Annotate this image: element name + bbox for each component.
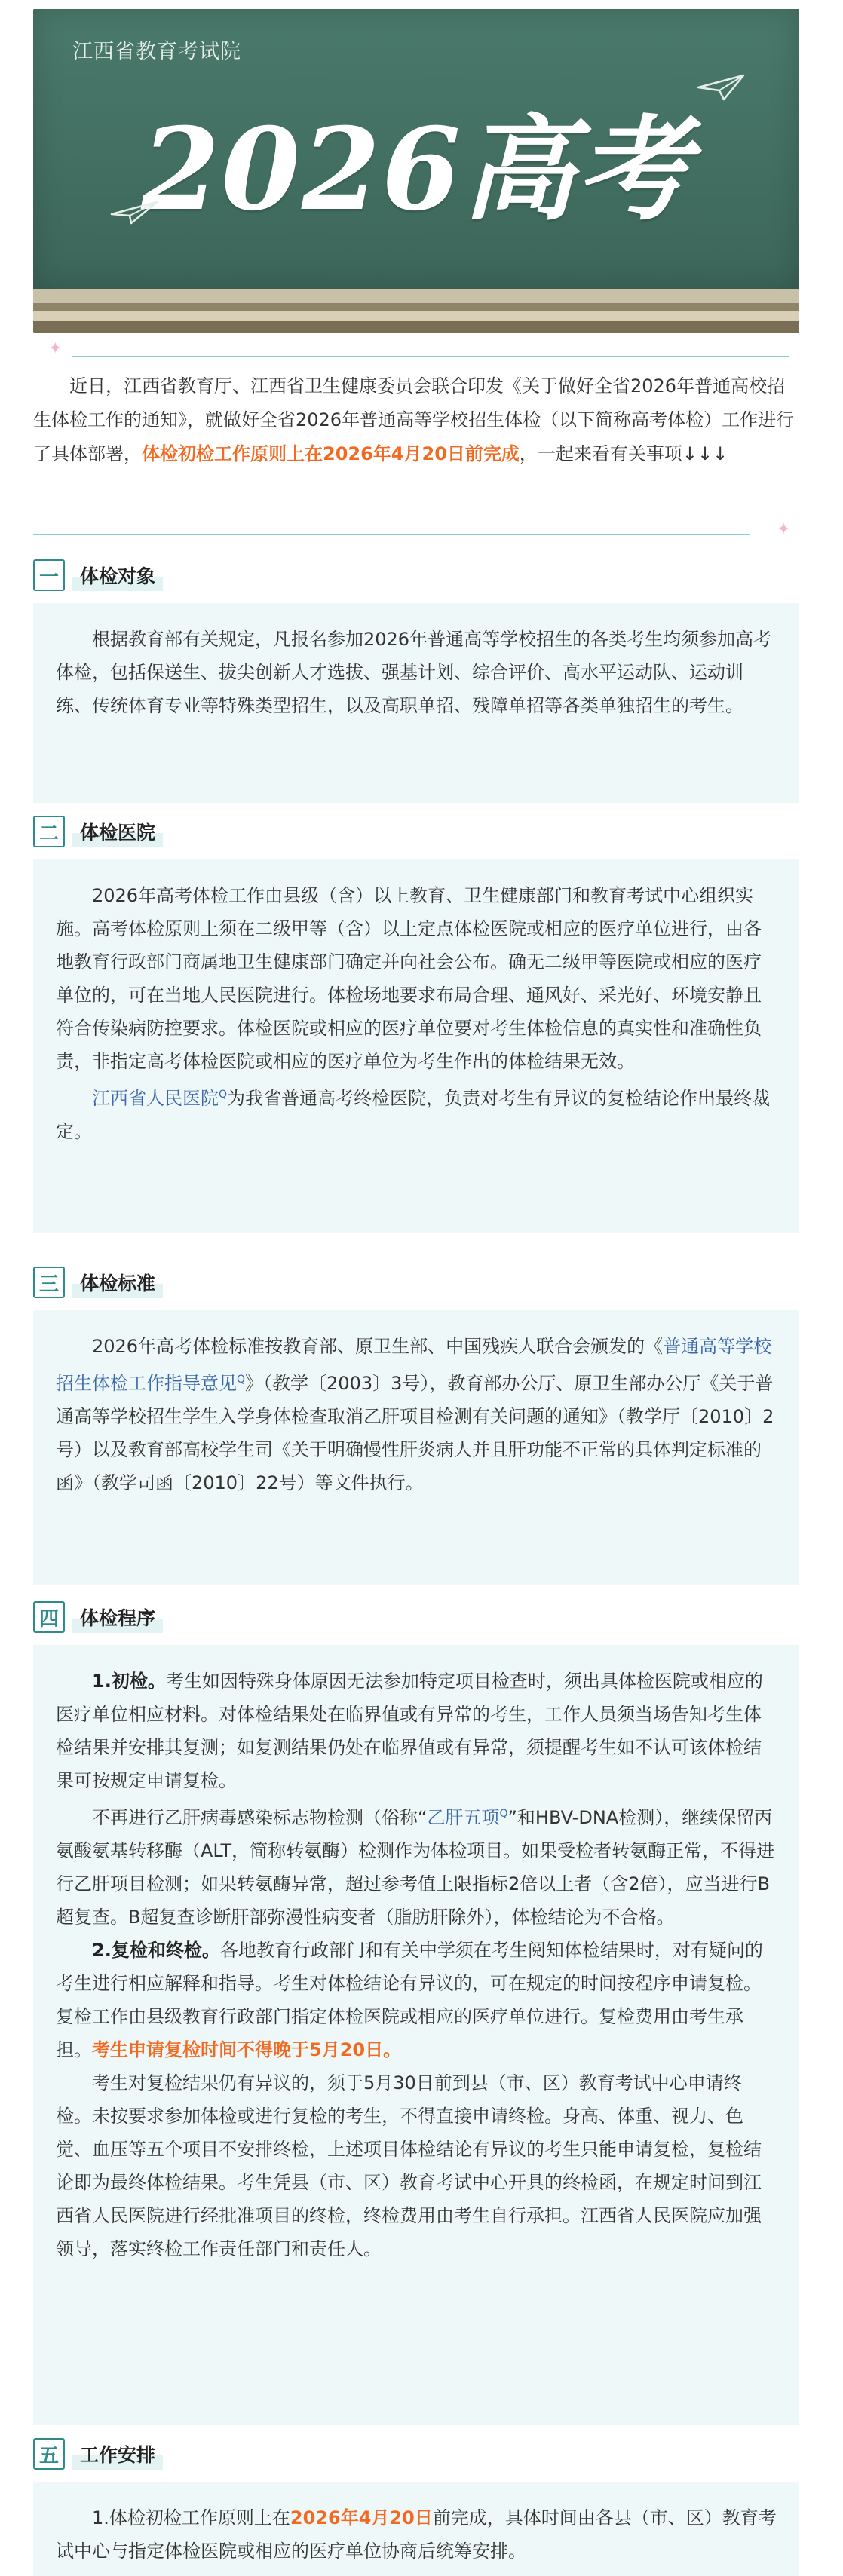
section-title: 体检医院 xyxy=(72,816,163,847)
section-paragraph xyxy=(56,1797,777,1934)
date-highlight: 2026年4月20日 xyxy=(290,2507,433,2529)
section-box xyxy=(33,1310,799,1585)
section-box xyxy=(33,2482,799,2576)
banner-title: 2026高考 xyxy=(141,103,691,236)
section-paragraph xyxy=(56,1934,777,2066)
intro-paragraph xyxy=(33,369,799,471)
section-box xyxy=(33,1645,799,2425)
paper-plane-icon xyxy=(697,72,745,103)
intro-text-end: ，一起来看有关事项↓↓↓ xyxy=(519,443,728,464)
intro-text: 近日，江西省教育厅、江西省卫生健康委员会联合印发《关于做好全省2026年普通高校招生体检工作的通知》，就做好全省2026年普通高等学校招生体检（以下简称高考体检）工作进行了具体部署， xyxy=(33,375,795,464)
chalk-ledge xyxy=(33,321,799,333)
standard-link[interactable]: 普通高等学校招生体检工作指导意见 xyxy=(56,1336,772,1394)
banner-org: 江西省教育考试院 xyxy=(72,40,241,63)
section-number: 三 xyxy=(33,1267,65,1298)
section-heading xyxy=(33,814,163,849)
paragraph-text: 不再进行乙肝病毒感染标志物检测（俗称“ xyxy=(92,1807,428,1828)
section-paragraph xyxy=(56,2501,777,2568)
paragraph-text: 1.体检初检工作原则上在 xyxy=(92,2507,290,2529)
section-heading xyxy=(33,2437,163,2471)
hospital-link[interactable]: 江西省人民医院 xyxy=(92,1088,219,1109)
chalk-ledge xyxy=(33,303,799,311)
section-number: 四 xyxy=(33,1601,65,1633)
section-title: 体检对象 xyxy=(72,559,163,591)
deadline-highlight: 考生申请复检时间不得晚于5月20日。 xyxy=(92,2039,402,2060)
paragraph-text: 》（教学〔2003〕3号），教育部办公厅、原卫生部办公厅《关于普通高等学校招生学生入学身体检查取消乙肝项目检测有关问题的通知》（教学厅〔2010〕2号）以及教育部高校学生司《关于明确慢性肝炎病人并且肝功能不正常的具体判定标准的函》（教学司函〔2010〕22号）等文件执行。 xyxy=(56,1373,774,1493)
section-title: 体检标准 xyxy=(72,1267,163,1298)
section-paragraph xyxy=(56,1330,777,1499)
section-heading xyxy=(33,1265,163,1300)
paragraph-text: 考生如因特殊身体原因无法参加特定项目检查时，须出具体检医院或相应的医疗单位相应材料。对体检结果处在临界值或有异常的考生，工作人员须当场告知考生体检结果并安排其复测；如复测结果仍处在临界值或有异常，须提醒考生如不认可该体检结果可按规定申请复检。 xyxy=(56,1671,763,1791)
section-paragraph: 考生对复检结果仍有异议的，须于5月30日前到县（市、区）教育考试中心申请终检。未按要求参加体检或进行复检的考生，不得直接申请终检。身高、体重、视力、色觉、血压等五个项目不安排终检，上述项目体检结论有异议的考生只能申请复检，复检结论即为最终体检结果。考生凭县（市、区）教育考试中心开具的终检函，在规定时间到江西省人民医院进行经批准项目的终检，终检费用由考生自行承担。江西省人民医院应加强领导，落实终检工作责任部门和责任人。 xyxy=(56,2072,762,2259)
item-label: 1.初检。 xyxy=(92,1671,166,1692)
chalk-ledge xyxy=(33,289,799,303)
search-icon[interactable]: Q xyxy=(237,1374,246,1386)
paragraph-text: 为我省普通高考终检医院，负责对考生有异议的复检结论作出最终裁定。 xyxy=(56,1088,771,1142)
section-heading xyxy=(33,1600,163,1634)
section-paragraph: 2026年高考体检工作由县级（含）以上教育、卫生健康部门和教育考试中心组织实施。高考体检原则上须在二级甲等（含）以上定点体检医院或相应的医疗单位进行，由各地教育行政部门商属地卫生健康部门确定并向社会公布。确无二级甲等医院或相应的医疗单位的，可在当地人民医院进行。体检场地要求布局合理、通风好、采光好、环境安静且符合传染病防控要求。体检医院或相应的医疗单位要对考生体检信息的真实性和准确性负责，非指定高考体检医院或相应的医疗单位为考生作出的体检结果无效。 xyxy=(56,885,762,1072)
paragraph-text: 2026年高考体检标准按教育部、原卫生部、中国残疾人联合会颁发的《 xyxy=(92,1336,664,1357)
section-paragraph xyxy=(56,1665,777,1797)
chalk-ledge xyxy=(33,311,799,321)
search-icon[interactable]: Q xyxy=(219,1089,228,1101)
divider xyxy=(33,534,750,535)
section-paragraph xyxy=(56,1078,777,1148)
paragraph-text: ”和HBV-DNA检测），继续保留丙氨酸氨基转移酶（ALT，简称转氨酶）检测作为体检项目。如果受检者转氨酶正常，不得进行乙肝项目检测；如果转氨酶异常，超过参考值上限指标2倍以上者（含2倍），应当进行B超复查。B超复查诊断肝部弥漫性病变者（脂肪肝除外），体检结论为不合格。 xyxy=(56,1807,775,1928)
paragraph-text: 各地教育行政部门和有关中学须在考生阅知体检结果时，对有疑问的考生进行相应解释和指导。考生对体检结论有异议的，可在规定的时间按程序申请复检。复检工作由县级教育行政部门指定体检医院或相应的医疗单位进行。复检费用由考生承担。 xyxy=(56,1940,763,2060)
hepatitis-link[interactable]: 乙肝五项 xyxy=(427,1807,500,1828)
section-title: 工作安排 xyxy=(72,2438,163,2470)
section-title: 体检程序 xyxy=(72,1601,163,1633)
section-number: 五 xyxy=(33,2438,65,2470)
section-heading xyxy=(33,558,163,593)
intro-highlight: 体检初检工作原则上在2026年4月20日前完成 xyxy=(142,443,520,464)
divider xyxy=(72,356,789,357)
section-box xyxy=(33,603,799,803)
item-label: 2.复检和终检。 xyxy=(92,1940,220,1961)
paper-plane-icon xyxy=(110,196,158,226)
search-icon[interactable]: Q xyxy=(499,1808,508,1820)
section-number: 二 xyxy=(33,816,65,847)
paragraph-text: 前完成，具体时间由各县（市、区）教育考试中心与指定体检医院或相应的医疗单位协商后统筹安排。 xyxy=(56,2507,777,2562)
sparkle-icon: ✦ xyxy=(777,520,791,539)
header-banner xyxy=(33,9,799,333)
section-box xyxy=(33,859,799,1233)
section-number: 一 xyxy=(33,559,65,591)
section-paragraph: 根据教育部有关规定，凡报名参加2026年普通高等学校招生的各类考生均须参加高考体检，包括保送生、拔尖创新人才选拔、强基计划、综合评价、高水平运动队、运动训练、传统体育专业等特殊类型招生，以及高职单招、残障单招等各类单独招生的考生。 xyxy=(56,629,772,716)
sparkle-icon: ✦ xyxy=(48,339,63,358)
